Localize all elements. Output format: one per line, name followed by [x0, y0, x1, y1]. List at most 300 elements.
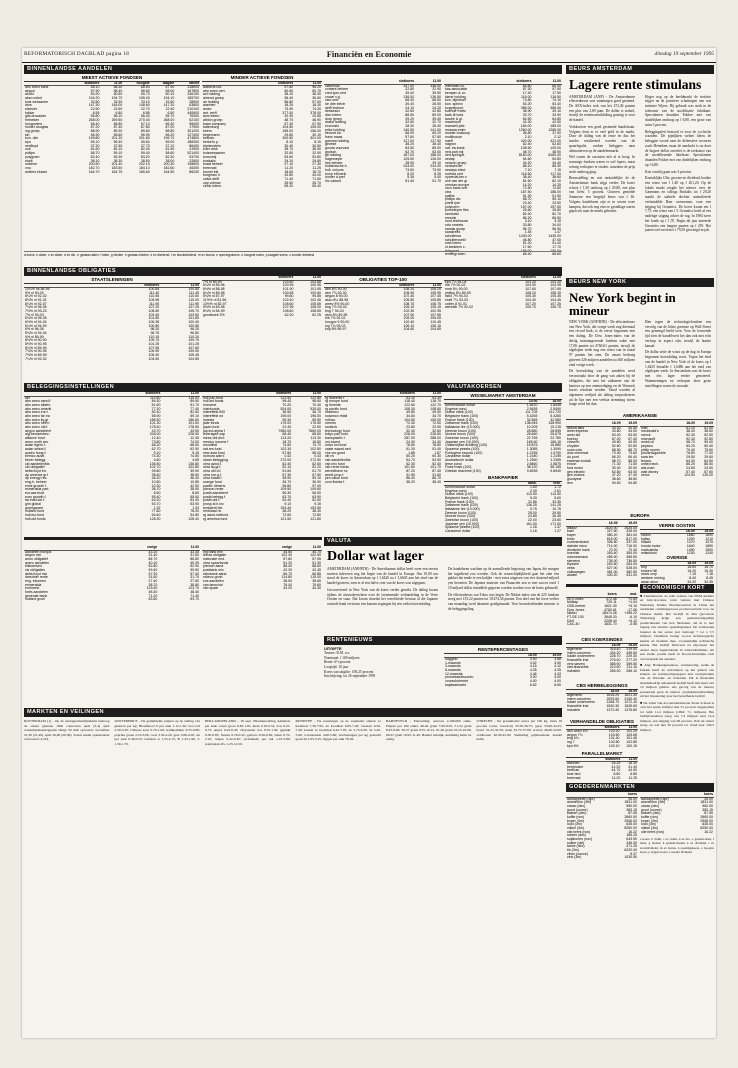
quote-value: 34.20 [283, 586, 293, 591]
quote-value: 270.40 [138, 118, 150, 123]
instrument-name: japan fund [203, 424, 220, 429]
article-paragraph: Verkkoerste een goed gestemde handelsaan. Volgens item er er veel geld in de markt. Door de daling van de rente en dus het insider resulterend worden van de spaarlegalie, zoeken beleggers naar alternatieven op de aandelenmarkt. [569, 124, 635, 153]
table-wisselmarkt-amsterdam [444, 392, 562, 472]
instrument-name: breevast [567, 775, 581, 780]
instrument-name: aardappelen (apr) [641, 796, 669, 801]
quote-value: 359.80 [626, 661, 637, 666]
masthead-left: REFORMATORISCH DAGBLAD pagina 18 [24, 51, 129, 57]
quote-value: 1372.40 [606, 707, 620, 712]
quote-value: 76.40 [283, 582, 293, 587]
quote-value: 110.15 [148, 334, 160, 339]
instrument-name: ant. verff. [203, 110, 218, 115]
instrument-name: Belgische frank (100) [445, 414, 479, 419]
uitgifte-line: Nominaal: f 100 miljoen [324, 655, 360, 660]
instrument-name: ing 7¾ 93-03 [325, 323, 346, 328]
column-header: koers [595, 593, 618, 597]
article-column [566, 95, 638, 236]
quote-value: 93700 [189, 154, 199, 159]
quote-value: 147.30 [88, 103, 100, 108]
quote-value: 1.2180 [526, 454, 538, 459]
instrument-name: geveke [325, 142, 337, 147]
quote-value: 51.30 [406, 446, 415, 451]
quote-value: 76.80 [686, 451, 695, 456]
instrument-name: holl.obl.fonds [25, 516, 46, 521]
markten-paragraph: BARNEVELD - Eierveiling: aanvoer 4.186.000 stuks. Prijzen per 100 stuks: 48-49 gram 7.60-8.05, 51-52 gram 8.25-8.90, 56-57 gram 9.55-10.15, 61-62 gram 10.25-10.90, 66-67 gram 10.95-11.40. Handel redelijk, stemming kalm tot rustig. [386, 719, 472, 742]
quote-value: 11.25 [628, 775, 637, 780]
instrument-name: hagemeyer [325, 157, 343, 161]
quote-value: 635.00 [702, 822, 713, 827]
instrument-name: aluminium (3m) [567, 800, 592, 805]
instrument-name: moeara enim [445, 127, 466, 132]
quote-value: 40.25 [190, 560, 199, 565]
quote-value: 105.60 [148, 309, 160, 314]
instrument-name: gen.motors [567, 473, 585, 478]
goederen-footnote: a koers, b claim, c ex claim, d ex div., e gedaan-laten, f laten, g bieden, h gedaan-bieden, k ex dividend, l ex stockdividend, m ex bonus, n openingskoers, o hoogste koers, p laagste koers, z zonder dividend [640, 837, 714, 854]
quote-value: 481.00 [606, 569, 618, 574]
quote-value: 22.765 [526, 436, 538, 441]
table-cbs-koersindex [566, 636, 638, 680]
quote-value: 3.15 [554, 219, 561, 224]
quote-value: 1272.10 [624, 700, 637, 705]
quote-value: 210.50 [609, 665, 621, 670]
instrument-name: eur.ass.trust [25, 491, 45, 496]
quote-value: 8.15 [314, 140, 321, 145]
quote-value: 66.20 [611, 454, 621, 459]
quote-value: 6.62 [529, 682, 537, 687]
instrument-name: aluminium (3m) [641, 800, 666, 805]
quote-value: 22.40 [165, 107, 175, 112]
quote-value: 68.60 [312, 432, 321, 437]
instrument-name: Duitse mark (100) [445, 410, 473, 415]
instrument-name: amro obligatief [25, 556, 48, 561]
quote-value: 86.20 [686, 462, 695, 467]
quote-value: 109.60 [310, 487, 321, 492]
quote-value: 184.10 [138, 165, 150, 170]
quote-value: 102.40 [282, 297, 294, 302]
table-obligaties-top100 [324, 276, 442, 380]
quote-value: 82.10 [552, 179, 561, 184]
instrument-name: 7% nl 89-99 [203, 279, 222, 284]
quote-value: 56.80 [284, 99, 294, 104]
quote-value: 4.25 [554, 668, 561, 673]
quote-value: +5.10 [628, 603, 637, 608]
quote-value: 101.45 [626, 736, 637, 741]
instrument-name: philips div. [445, 197, 462, 202]
instrument-name: elsevier [25, 107, 38, 112]
quote-value: 1.72 [554, 485, 561, 490]
quote-value: 42.30 [283, 567, 293, 572]
article-columns [324, 567, 562, 614]
quote-value: 319.50 [626, 647, 637, 652]
instrument-name: allianz [567, 525, 577, 530]
quote-value: 300.50 [282, 136, 294, 141]
quote-value: 102.30 [280, 446, 292, 451]
quote-value: 104.65 [430, 327, 441, 332]
quote-value: 101.85 [188, 316, 199, 321]
quote-value: 195.00 [280, 413, 292, 418]
quote-value: 5.4265 [526, 414, 538, 419]
quote-table [324, 80, 442, 184]
section-rentenieuws [324, 636, 562, 645]
quote-value: 1.47 [554, 230, 561, 235]
quote-value: 57.30 [522, 87, 532, 92]
instrument-name: Italiaanse lire (10.000) [445, 425, 480, 430]
quote-value: 94.50 [611, 480, 621, 485]
instrument-name: vsb mix fund [325, 461, 345, 466]
quote-value: 62.40 [522, 142, 532, 147]
quote-value: 165.90 [526, 439, 538, 444]
table-row [324, 180, 442, 184]
instrument-name: postbank mix [203, 567, 224, 572]
quote-value: 31.60 [148, 575, 158, 580]
quote-value: 64.30 [686, 458, 695, 463]
quote-table [24, 284, 200, 362]
quote-value: 29.50 [686, 454, 695, 459]
article-dollar [324, 548, 562, 634]
column-header: slotkoers [381, 392, 416, 396]
table-row [566, 777, 638, 781]
quote-value: 34.70 [432, 413, 441, 418]
instrument-name: Duitse mark (100) [445, 492, 473, 497]
quote-value: 68.50 [432, 98, 441, 103]
instrument-name: textielgr.twen [445, 252, 466, 257]
table-row [444, 684, 562, 688]
quote-value: 111.95 [188, 301, 199, 306]
quote-value: 55.40 [312, 184, 321, 189]
quote-value: 105.90 [403, 290, 415, 295]
quote-value: 64.80 [552, 116, 561, 121]
quote-table [444, 400, 562, 474]
quote-value: 66.85 [312, 571, 321, 576]
table-verre-oosten [640, 522, 714, 556]
section-binnenlandse-obligaties [24, 267, 562, 276]
section-binnenlandse-aandelen [24, 65, 562, 74]
column-header: slotkoers [257, 276, 294, 280]
quote-value: 2.61 [554, 488, 561, 493]
instrument-name: asian select.f. [25, 446, 47, 451]
table-beleggingfondsen-b [202, 546, 322, 662]
quote-value: 2.5455 [526, 406, 538, 411]
quote-table-body [24, 284, 200, 362]
quote-value: 70.40 [312, 402, 321, 407]
quote-value: 7660.00 [308, 428, 321, 433]
instrument-name: microsoft [641, 436, 656, 441]
instrument-name: rg florente [325, 402, 341, 407]
quote-value: 136.25 [526, 503, 537, 508]
quote-value: 43.80 [611, 429, 621, 434]
quote-value: 33.90 [552, 112, 561, 117]
quote-value: 42.60 [405, 109, 415, 114]
instrument-name: pierson rente [203, 487, 224, 492]
instrument-name: euro growth f. [25, 494, 47, 499]
quote-value: 52.40 [282, 498, 292, 503]
quote-value: 22.780 [550, 436, 561, 441]
instrument-name: industrie [567, 707, 581, 712]
quote-value: 7.15 [554, 168, 561, 173]
article-amsterdam [566, 76, 714, 276]
quote-table [24, 546, 200, 602]
quote-value: 190.00 [550, 248, 561, 253]
instrument-name: esmeralda [25, 582, 42, 587]
instrument-name: athlon groep [203, 118, 223, 123]
instrument-name: ing bank mix [203, 549, 223, 554]
instrument-name: mexico income f [203, 439, 229, 444]
instrument-name: berghuizer [567, 764, 584, 769]
quote-value: 107.55 [148, 345, 160, 350]
quote-value: 52.50 [704, 432, 713, 437]
quote-value: 57.60 [405, 134, 415, 139]
quote-value: 105.65 [310, 301, 321, 306]
instrument-name: ohra obl.d.f. [203, 469, 222, 473]
quote-table-body [566, 522, 638, 578]
quote-value: 79.60 [704, 447, 713, 452]
quote-value: 38.50 [283, 578, 293, 583]
quote-value: 57.50 [552, 87, 561, 92]
quote-value: 50.60 [284, 88, 294, 93]
quote-value: -17.06 [627, 607, 637, 612]
column-header: 19-09 [618, 522, 638, 526]
quote-value: 318.40 [609, 647, 621, 652]
quote-value: 38.30 [113, 158, 123, 163]
quote-value: 127400 [187, 132, 199, 137]
quote-value: 23.80 [406, 424, 415, 429]
instrument-name: flexovit int. [325, 131, 342, 136]
instrument-name: bolswessanen [203, 151, 226, 156]
quote-value: 31.60 [432, 472, 441, 477]
table-amerikaanse-a [566, 422, 638, 510]
quote-value: 101.40 [608, 736, 620, 741]
quote-value: 6.55 [92, 110, 100, 115]
quote-value: 8150.00 [518, 153, 532, 158]
quote-value: 63.20 [151, 498, 161, 503]
quote-value: 2208.44 [604, 618, 617, 623]
instrument-name: exxon [567, 462, 577, 467]
instrument-name: macintosh [445, 120, 461, 125]
quote-value: 38.60 [190, 472, 199, 477]
quote-table-body [324, 80, 442, 184]
quote-value: 53.20 [406, 395, 415, 400]
quote-table-body [202, 392, 322, 521]
quote-value: 44.90 [628, 768, 637, 773]
instrument-name: 6½% nl 88-98 [203, 286, 225, 291]
subhead-overige: OVERIGE [640, 554, 714, 562]
quote-value: 29.80 [552, 510, 561, 515]
quote-value: 38.40 [522, 175, 532, 180]
instrument-name: ahrend groep [203, 96, 224, 101]
table-row [566, 856, 638, 860]
quote-table [24, 392, 200, 521]
quote-value: 1.3085 [526, 447, 538, 452]
quote-value: 105.30 [525, 294, 536, 299]
quote-value: 41.20 [611, 764, 621, 769]
quote-table-body [640, 562, 714, 585]
quote-value: 57.30 [284, 121, 294, 126]
quote-value: 186.50 [149, 417, 161, 422]
column-header: slotkoers [379, 80, 415, 84]
instrument-name: wereldhave nv [325, 469, 348, 473]
instrument-name: goodyear [567, 476, 582, 481]
instrument-name: acf holding [203, 92, 220, 97]
instrument-name: 7¾% nl 90-95 [25, 349, 47, 354]
quote-value: 55.00 [165, 140, 175, 145]
section-beleggingfondsen [24, 537, 322, 540]
quote-value: 228.50 [430, 432, 441, 437]
quote-value: 643.50 [626, 836, 637, 841]
quote-value: 23.90 [432, 424, 441, 429]
column-header: vorige [117, 546, 159, 550]
instrument-name: ing groep [25, 129, 40, 134]
quote-value: 52.40 [432, 461, 441, 466]
quote-value: 42.30 [151, 483, 161, 488]
quote-value: 1640 [686, 544, 695, 549]
quote-value: 53.60 [284, 154, 294, 159]
table-row [24, 358, 200, 362]
column-header: 19-09 [696, 530, 714, 534]
quote-value: 50.50 [113, 92, 123, 97]
quote-value: 421.00 [550, 138, 561, 143]
instrument-name: akzo nobel [25, 96, 42, 101]
quote-value: 244.00 [430, 164, 441, 169]
quote-value: 268.00 [163, 118, 175, 123]
instrument-name: lokale onderneem [567, 654, 595, 659]
quote-value: 118.40 [404, 399, 415, 404]
instrument-name: texaco [641, 458, 652, 463]
instrument-name: 7½% nl 93-23 [25, 309, 47, 314]
instrument-name: blue bird [567, 772, 581, 777]
quote-value: 199.70 [163, 136, 175, 141]
quote-value: 1.87 [434, 450, 441, 455]
column-header: slotkoers [257, 392, 292, 396]
quote-value: 328.00 [626, 529, 637, 534]
quote-value: 71.20 [148, 593, 158, 598]
instrument-name: aegon aandelenf [25, 428, 52, 433]
column-header: slotkoers [379, 284, 415, 288]
quote-value: 960.00 [702, 803, 713, 808]
quote-value: 58.70 [90, 151, 100, 156]
quote-value: 57.00 [312, 99, 321, 104]
quote-value: 47.00 [552, 237, 561, 242]
column-header: 11.00 [161, 392, 200, 396]
instrument-name: leeuw obligatie [203, 553, 227, 558]
quote-value: 1490 [686, 547, 695, 552]
quote-value: 58.40 [113, 88, 123, 93]
instrument-name: ibm [567, 480, 573, 485]
quote-value: 199.80 [88, 136, 100, 141]
instrument-name: Deense kroon (100) [445, 428, 476, 433]
quote-value: 5.35 [407, 175, 415, 180]
instrument-name: cld aandelenfds [25, 461, 50, 466]
quote-value: 108.15 [550, 290, 561, 295]
instrument-name: aegon mix [25, 553, 42, 558]
quote-value: 4.60 [153, 457, 161, 462]
article-body [566, 95, 714, 236]
quote-value: 105.75 [550, 305, 561, 310]
quote-value: 24.90 [704, 465, 713, 470]
markten-column [205, 719, 291, 746]
instrument-name: nedlloyd [25, 143, 39, 148]
quote-value: 38.80 [190, 582, 199, 587]
quote-value: 102.35 [430, 309, 441, 314]
subhead-verhandelde-obligaties: VERHANDELDE OBLIGATIES [566, 718, 638, 726]
subhead-verre-oosten: VERRE OOSTEN [640, 522, 714, 530]
quote-value: 228.00 [149, 432, 161, 437]
quote-value: 164.70 [88, 169, 100, 174]
quote-value: 99.40 [148, 567, 158, 572]
article-paragraph: De effectenbeurs van Tokio was begin. De Nikkei-index van de 225 fondsen steeg met 155,22 punten tot 18.474,36 punten. Een deel van het forse verlies van maandag werd daarmee goedgemaakt. Voor beursdoeleinden meester is de beleggingsling. [448, 592, 559, 611]
quote-value: 108.30 [404, 406, 415, 411]
quote-value: 105.35 [550, 294, 561, 299]
quote-value: 58.00 [165, 88, 175, 93]
quote-value: 67.40 [628, 436, 637, 441]
instrument-name: envir.growth f. [25, 483, 47, 488]
quote-value: 66.30 [165, 121, 175, 126]
column-header: 18-09 [599, 522, 619, 526]
instrument-name: rubber (dec) [567, 833, 587, 838]
instrument-name: gamma holding [325, 138, 349, 143]
instrument-name: nikkel (3m) [641, 825, 659, 830]
quote-value: 37.50 [113, 143, 123, 148]
quote-table-body [24, 546, 200, 602]
quote-value: 381.00 [626, 532, 637, 537]
quote-value: 62.20 [284, 312, 294, 317]
quote-value: 348.00 [430, 83, 441, 88]
quote-value: 4.00 [529, 679, 537, 684]
instrument-name: 6¼% nl 94-99 [25, 323, 47, 328]
instrument-name: alcatel [567, 573, 578, 578]
quote-value: 71.50 [628, 462, 637, 467]
table-row [202, 518, 322, 522]
instrument-name: wolters kluwer [25, 169, 48, 174]
instrument-name: fortis aandelen [25, 589, 48, 594]
instrument-name: delta lloyd inv [25, 469, 47, 473]
quote-value: 74.50 [282, 443, 292, 448]
quote-value: 89.30 [151, 399, 161, 404]
quote-value: 101.60 [404, 465, 415, 470]
table-row [324, 328, 442, 332]
instrument-name: abn amro cert. [203, 88, 226, 93]
quote-value: 64.50 [704, 458, 713, 463]
quote-value: 44.00 [312, 173, 321, 178]
instrument-name: rodamco [325, 410, 339, 415]
quote-value: 56.70 [522, 226, 532, 231]
quote-value: 100.15 [626, 743, 637, 748]
quote-table [566, 422, 638, 485]
quote-value: 99.50 [190, 567, 199, 572]
quote-value: 100.55 [282, 290, 294, 295]
quote-value: 6.85 [630, 772, 637, 777]
instrument-name: gouda vuurvast [325, 145, 349, 150]
instrument-name: crown v.g. [325, 94, 341, 99]
instrument-name: bng 6¾ [567, 736, 579, 741]
instrument-name: cld obligatief. [25, 465, 46, 470]
instrument-name: 9% nl 90-00 [25, 290, 44, 295]
column-header: verk. [538, 482, 562, 486]
quote-value: 25.675 [550, 432, 561, 437]
instrument-name: ohra liq.gr.f. [203, 465, 222, 470]
quote-value: 1.6420 [526, 403, 538, 408]
article-paragraph: AMSTERDAM (ANP/RTR) - De Amerikaanse dollar heeft weer een terrein moeten inleveren nog het begin van de handel in Europa. Om 10,00 uur stond de koers in Amsterdam op f 1,6420 na f 1,6645 aan het eind van de handel gisteren, toen er al een halve cent van de koers was afgegaan. [327, 567, 438, 586]
column-header: 11.00 [415, 80, 442, 84]
quote-value: +1.04 [628, 600, 637, 605]
quote-value: 26.40 [405, 101, 415, 106]
quote-value: 89.00 [432, 112, 441, 117]
quote-value: 97.00 [312, 483, 321, 488]
quote-value: 68.30 [113, 85, 123, 90]
quote-value: 63.00 [432, 149, 441, 154]
quote-value: 87.40 [113, 125, 123, 130]
quote-value: 100.80 [148, 323, 160, 328]
instrument-name: océ [25, 147, 31, 152]
